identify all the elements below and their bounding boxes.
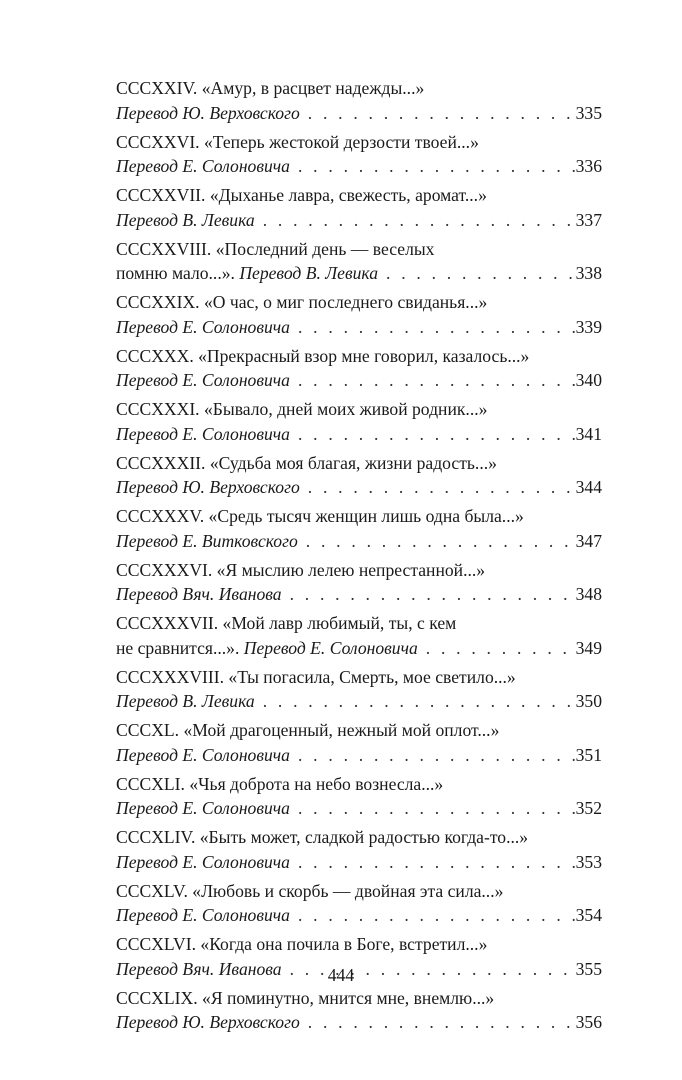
toc-entry-lead [116,796,290,821]
toc-entry-title: CCCXXVII. «Дыханье лавра, свежесть, аромат...» [116,185,487,205]
toc-entry-page-number: 349 [575,637,602,658]
toc-entry-lead [116,315,290,340]
dot-leader [298,903,575,928]
toc-entry-lead [116,903,290,928]
toc-entry-page-number: 338 [575,263,602,283]
toc-entry-translator-line [116,689,602,714]
toc-entry-translator: Перевод Е. Солоновича [116,423,290,444]
toc-entry-translator: Перевод Ю. Верховского [116,1012,300,1032]
toc-entry-translator: Перевод Е. Солоновича [116,370,290,390]
dot-leader [426,636,575,661]
toc-entry-title: CCCXXXI. «Бывало, дней моих живой родник...» [116,399,488,419]
toc-entry-translator: Перевод Е. Солоновича [243,637,418,658]
toc-entry-translator-line [116,636,602,661]
toc-entry-title: CCCXLI. «Чья доброта на небо вознесла...» [116,773,444,794]
toc-entry-lead [116,208,255,233]
dot-leader [298,154,575,179]
toc-entry [116,772,602,821]
toc-entry-lead [116,850,290,875]
toc-entry-page-number: 355 [575,958,602,979]
toc-entry-title: CCCXXVIII. «Последний день — веселых [116,238,435,259]
toc-entry-title: CCCXXXVI. «Я мыслию лелею непрестанной...» [116,559,486,580]
toc-entry-translator: Перевод Е. Солоновича [116,851,290,872]
toc-entry-page-number: 354 [575,905,602,925]
toc-entry-translator: Перевод В. Левика [116,691,255,711]
dot-leader [308,1010,575,1035]
toc-entry-translator: Перевод В. Левика [116,209,255,230]
toc-entry-lead [116,261,378,286]
toc-entry-translator-line [116,796,602,821]
toc-entry-lead [116,636,418,661]
toc-entry-translator: Перевод Е. Солоновича [116,905,290,925]
toc-entry [116,397,602,446]
toc-entry-page-number: 351 [575,744,602,765]
toc-entry-translator-line [116,582,602,607]
toc-entry-translator-line [116,208,602,233]
toc-entry-page-number: 336 [575,156,602,176]
toc-entry [116,237,602,286]
toc-entry-page-number: 344 [575,477,602,497]
toc-entry [116,344,602,393]
dot-leader [308,475,575,500]
page-number: 444 [327,965,355,985]
toc-entry-page-number: 352 [575,798,602,818]
toc-entry-translator: Перевод Ю. Верховского [116,477,300,497]
toc-entry-lead [116,154,290,179]
toc-entry-translator-line [116,529,602,554]
toc-entry [116,290,602,339]
toc-entry-translator: Перевод Вяч. Иванова [116,958,282,979]
toc-entry-page-number: 341 [575,423,602,444]
dot-leader [263,208,575,233]
dot-leader [306,529,575,554]
dot-leader [386,261,575,286]
toc-entry-lead [116,422,290,447]
toc-entry-translator-line [116,261,602,286]
toc-entry-lead [116,475,300,500]
toc-entry-page-number: 339 [575,316,602,337]
toc-entry-translator: Перевод Ю. Верховского [116,102,300,123]
toc-entry-page-number: 356 [575,1012,602,1032]
dot-leader [263,689,575,714]
toc-entry-translator: Перевод Е. Солоновича [116,798,290,818]
toc-entry-lead [116,368,290,393]
toc-entry-page-number: 353 [575,851,602,872]
toc-entry [116,504,602,553]
toc-entry-translator-line [116,850,602,875]
toc-entry-translator: Перевод Вяч. Иванова [116,584,282,604]
toc-entry-title: CCCXXXII. «Судьба моя благая, жизни радость...» [116,452,497,473]
toc-entry-title: CCCXL. «Мой драгоценный, нежный мой оплот...» [116,720,500,740]
toc-entry-page-number: 347 [575,530,602,551]
toc-entry-continuation: не сравнится...». [116,637,244,658]
toc-entry-translator: Перевод Е. Солоновича [116,156,290,176]
toc-entry-title: CCCXXXV. «Средь тысяч женщин лишь одна была...» [116,506,524,526]
dot-leader [298,315,575,340]
toc-entry-title: CCCXLV. «Любовь и скорбь — двойная эта сила...» [116,880,504,901]
toc-entry-translator-line [116,743,602,768]
toc-entry [116,611,602,660]
dot-leader [290,582,575,607]
toc-entry-translator-line [116,1010,602,1035]
dot-leader [308,101,575,126]
dot-leader [298,422,575,447]
toc-entry-translator: Перевод Е. Солоновича [116,316,290,337]
toc-entry-translator: Перевод Е. Витковского [116,530,298,551]
toc-entry-title: CCCXLIX. «Я поминутно, мнится мне, внемлю...» [116,987,495,1008]
dot-leader [298,368,575,393]
toc-entry-translator: Перевод В. Левика [239,263,378,283]
toc-entry-page-number: 337 [575,209,602,230]
toc-entry-title: CCCXLIV. «Быть может, сладкой радостью когда-то...» [116,827,529,847]
toc-entry-continuation: помню мало...». [116,263,240,283]
toc-entry-page-number: 348 [575,584,602,604]
toc-entry-lead [116,582,282,607]
toc-entry-translator-line [116,154,602,179]
toc-entry-translator-line [116,315,602,340]
toc-entry-translator-line [116,368,602,393]
toc-entry-page-number: 350 [575,691,602,711]
toc-entry-translator-line [116,903,602,928]
toc-entry-lead [116,689,255,714]
toc-entry-title: CCCXXIV. «Амур, в расцвет надежды...» [116,78,425,98]
toc-entry [116,718,602,767]
toc-entry [116,451,602,500]
toc-entry [116,879,602,928]
toc-entry [116,183,602,232]
toc-entry-lead [116,1010,300,1035]
toc-entry-page-number: 340 [575,370,602,390]
toc-entry [116,986,602,1035]
toc-entry-translator-line [116,422,602,447]
toc-entry-title: CCCXXX. «Прекрасный взор мне говорил, казалось...» [116,345,530,366]
toc-entry [116,76,602,125]
toc-entry [116,130,602,179]
toc-entry-lead [116,743,290,768]
toc-entry-page-number: 335 [575,102,602,123]
toc-entry-lead [116,529,298,554]
toc-entry-title: CCCXXIX. «О час, о миг последнего свиданья...» [116,292,488,312]
toc-entry-title: CCCXXVI. «Теперь жестокой дерзости твоей...» [116,131,479,152]
toc-entry-lead [116,101,300,126]
toc-entry [116,665,602,714]
toc-entry-title: CCCXXXVIII. «Ты погасила, Смерть, мое светило...» [116,666,516,687]
toc-entry-translator-line [116,101,602,126]
dot-leader [298,796,575,821]
dot-leader [298,743,575,768]
dot-leader [298,850,575,875]
toc-entry-translator: Перевод Е. Солоновича [116,744,290,765]
toc-entry-title: CCCXLVI. «Когда она почила в Боге, встретил...» [116,934,488,954]
table-of-contents [116,76,602,1039]
toc-entry-title: CCCXXXVII. «Мой лавр любимый, ты, с кем [116,613,457,633]
toc-entry [116,558,602,607]
toc-entry [116,825,602,874]
toc-entry-translator-line [116,475,602,500]
